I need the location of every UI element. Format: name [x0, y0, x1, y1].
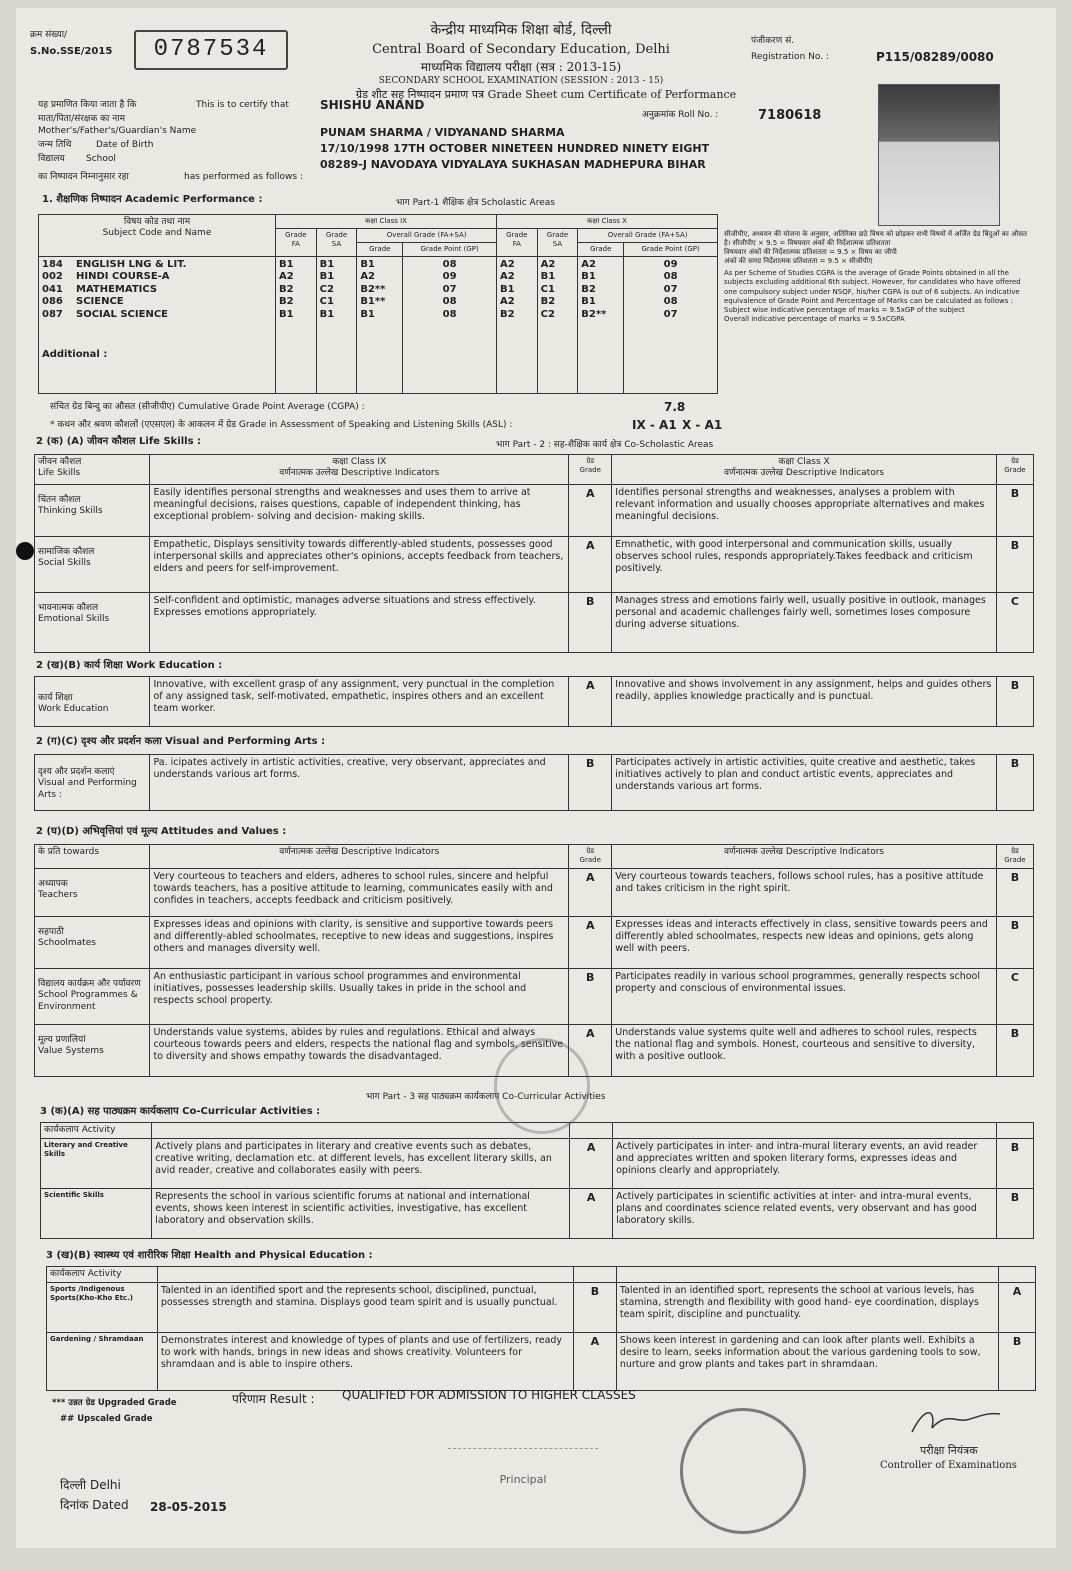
life-skills-heading: 2 (क) (A) जीवन कौशल Life Skills :	[36, 436, 202, 447]
grade-cell-gp9: 08	[442, 258, 457, 270]
school-name: 08289-J NAVODAYA VIDYALAYA SUKHASAN MADHEPURA BIHAR	[320, 158, 706, 171]
academic-table	[38, 214, 718, 394]
grade-cell-g10o: B2	[581, 283, 596, 295]
desc10: Participates readily in various school programmes, generally respects school property and conscious of environmental issues.	[612, 969, 997, 1025]
row-label	[35, 917, 150, 969]
grade9: A	[573, 1333, 616, 1391]
desc9: Understands value systems, abides by rules and regulations. Ethical and always courteous towards peers and elders, respects the national flag and symbols, sensitive to diversity and shows empathy towards the disadvantaged.	[150, 1025, 569, 1077]
table-row	[47, 1333, 1036, 1391]
health-table	[46, 1266, 1036, 1391]
subject-code: 184	[42, 258, 63, 270]
life-skills-col: जीवन कौशल Life Skills	[35, 455, 150, 485]
grade-cell-g9fa: A2	[279, 271, 294, 282]
ls-class10-head: कक्षा Class X वर्णनात्मक उल्लेख Descriptive Indicators	[612, 455, 997, 485]
dated-label: दिनांक Dated	[60, 1498, 129, 1512]
grade-cell-g9fa: B1	[279, 258, 294, 270]
grade9: A	[569, 1025, 612, 1077]
sno-hi: क्रम संख्या/	[30, 30, 68, 40]
label-hindi: चिंतन कौशल	[38, 495, 81, 505]
table-row	[41, 1139, 1034, 1189]
subject-row	[42, 271, 272, 284]
roll-number: 7180618	[758, 108, 822, 123]
grade-fa-10: Grade FA	[496, 229, 537, 257]
overall-grade-10: Grade	[578, 242, 624, 256]
grade-sa-10: Grade SA	[537, 229, 578, 257]
grade-cell-g9fa: B2	[279, 296, 294, 307]
dob-en: Date of Birth	[96, 140, 154, 150]
row-label	[35, 1025, 150, 1077]
grade-cell-g10o: B1	[581, 271, 596, 282]
grade10: B	[996, 485, 1033, 537]
subject-code: 002	[42, 271, 63, 282]
class9-header: कक्षा Class IX	[276, 215, 497, 229]
desc9: Empathetic, Displays sensitivity towards differently-abled students, possesses good interpersonal skills and appreciates other's opinions, accepts feedback from teachers, elders and peers for self-improvement.	[150, 537, 569, 593]
grade-cell-g9o: B1	[360, 308, 375, 320]
he-blank-g9	[573, 1267, 616, 1283]
notes-hindi-bullet-1: विषयवार अंकों की निर्देशात्मक प्रतिशतता = 9.5 × विषय का जीपी	[724, 248, 897, 257]
arts-desc10: Participates actively in artistic activities, quite creative and aesthetic, takes initiatives actively to plan and conduct artistic events, appreciates and understands various art forms.	[612, 755, 997, 811]
grade-cell-g10o: B1	[581, 296, 596, 307]
col-gp9	[403, 256, 497, 394]
grade10: B	[996, 537, 1033, 593]
issue-date: 28-05-2015	[150, 1500, 227, 1514]
grade-point-10: Grade Point (GP)	[624, 242, 718, 256]
desc10: Manages stress and emotions fairly well, usually positive in outlook, manages personal and academic challenges fairly well, sometimes loses composure during adverse situations.	[612, 593, 997, 653]
additional-label: Additional :	[42, 349, 108, 360]
desc9: Talented in an identified sport and the represents school, disciplined, punctual, possesses strength and stamina. Displays good team spirit and is usually punctual.	[157, 1283, 573, 1333]
asl-class10: X - A1	[682, 418, 723, 432]
asl-class9: IX - A1	[632, 418, 677, 432]
sno-label: S.No.SSE/2015	[30, 46, 113, 57]
grade-cell-g9sa: B1	[319, 258, 335, 270]
grade-cell-g10o: A2	[581, 258, 596, 270]
grade10: B	[996, 917, 1033, 969]
grade-cell-g10sa: C1	[540, 283, 555, 295]
grade9: A	[570, 1189, 613, 1239]
serial-number: 0787534	[134, 30, 288, 70]
cc-blank10	[613, 1123, 997, 1139]
he-blank-g10	[999, 1267, 1036, 1283]
grade-sa-9: Grade SA	[316, 229, 357, 257]
board-english: Central Board of Secondary Education, Delhi	[372, 42, 670, 57]
grade10: C	[996, 593, 1033, 653]
at-desc10-head: वर्णनात्मक उल्लेख Descriptive Indicators	[612, 845, 997, 869]
grade9: B	[573, 1283, 616, 1333]
grade-cell-g9o: B2**	[360, 283, 386, 295]
subject-code: 087	[42, 308, 63, 320]
label-hindi: अध्यापक	[38, 879, 68, 889]
work-edu-label: कार्य शिक्षा Work Education	[35, 677, 150, 727]
cc-blank-g9	[570, 1123, 613, 1139]
performed-en: has performed as follows :	[184, 172, 304, 182]
subject-code: 086	[42, 296, 63, 307]
grade-cell-g10sa: B2	[540, 296, 556, 307]
table-row	[35, 969, 1034, 1025]
desc9: Expresses ideas and opinions with clarity, is sensitive and supportive towards peers and differently-abled schoolmates, receptive to new ideas and suggestions, inspires others and manages diversity well.	[150, 917, 569, 969]
registration-number: P115/08289/0080	[876, 50, 994, 64]
overall-9: Overall Grade (FA+SA)	[357, 229, 497, 243]
label-english: Social Skills	[38, 558, 91, 569]
arts-desc9: Pa. icipates actively in artistic activities, creative, very observant, appreciates and understands various art forms.	[150, 755, 569, 811]
col-gp10	[624, 256, 718, 394]
grade-cell-g10sa: A2	[540, 258, 556, 270]
grade-cell-gp9: 08	[442, 296, 457, 307]
desc10: Actively participates in scientific activities at inter- and intra-mural events, plans and coordinates science related events, very observant and has good laboratory skills.	[613, 1189, 997, 1239]
cc-activity-head: कार्यकलाप Activity	[41, 1123, 152, 1139]
cgpa-label: संचित ग्रेड बिन्दु का औसत (सीजीपीए) Cumulative Grade Point Average (CGPA) :	[50, 402, 365, 412]
desc10: Understands value systems quite well and adheres to school rules, respects the national flag and symbols. Honest, courteous and sensitive to diversity, with a positive outlook.	[612, 1025, 997, 1077]
col-g10o	[578, 256, 624, 394]
desc9: Very courteous to teachers and elders, adheres to school rules, sincere and helpful towards teachers, has a positive attitude to learning, communicates easily with and confides in teachers, accepts feedback and criticism positively.	[150, 869, 569, 917]
work-edu-heading: 2 (ख)(B) कार्य शिक्षा Work Education :	[36, 660, 223, 671]
desc9: Easily identifies personal strengths and weaknesses and uses them to arrive at meaningful decisions, raises questions, capable of independent thinking, has exceptional problem- solving and decision- making skills.	[150, 485, 569, 537]
exam-english: SECONDARY SCHOOL EXAMINATION (SESSION : 2013 - 15)	[378, 76, 664, 86]
grade-cell-gp10: 07	[663, 283, 678, 295]
student-photo	[878, 84, 1000, 226]
at-desc9-head: वर्णनात्मक उल्लेख Descriptive Indicators	[150, 845, 569, 869]
controller-signature	[906, 1400, 1006, 1440]
label-english: Schoolmates	[38, 938, 96, 949]
upscaled-note: ## Upscaled Grade	[60, 1414, 153, 1424]
row-label: Gardening / Shramdaan	[47, 1333, 158, 1391]
table-row	[35, 917, 1034, 969]
health-heading: 3 (ख)(B) स्वास्थ्य एवं शारीरिक शिक्षा Health and Physical Education :	[46, 1250, 373, 1261]
desc9: An enthusiastic participant in various school programmes and environmental initiatives, possesses leadership skills. Usually takes in pride in the school and respects school property.	[150, 969, 569, 1025]
subject-code: 041	[42, 283, 63, 295]
grade10: B	[996, 1025, 1033, 1077]
he-activity-head: कार्यकलाप Activity	[47, 1267, 158, 1283]
grade-cell-g10fa: A2	[499, 258, 515, 270]
work-edu-table	[34, 676, 1034, 727]
row-label: Scientific Skills	[41, 1189, 152, 1239]
grade-cell-g9fa: B2	[279, 283, 294, 295]
desc10: Emnathetic, with good interpersonal and communication skills, usually observes school rules, responds appropriately.Takes feedback and criticism positively.	[612, 537, 997, 593]
result-value: QUALIFIED FOR ADMISSION TO HIGHER CLASSES	[342, 1388, 636, 1402]
school-stamp	[680, 1408, 806, 1534]
grade-cell-gp10: 09	[663, 258, 678, 270]
table-row	[47, 1283, 1036, 1333]
class10-header: कक्षा Class X	[496, 215, 717, 229]
school-en: School	[86, 154, 116, 164]
subject-name: HINDI COURSE-A	[76, 271, 170, 282]
sheet-title: ग्रेड शीट सह निष्पादन प्रमाण पत्र Grade Sheet cum Certificate of Performance	[355, 88, 737, 101]
board-stamp	[494, 1038, 590, 1134]
result-label: परिणाम Result :	[232, 1392, 315, 1406]
grade-cell-g9sa: C2	[319, 283, 334, 295]
desc10: Very courteous towards teachers, follows school rules, has a positive attitude and takes criticism in the right spirit.	[612, 869, 997, 917]
notes-english-bullet-2: Overall indicative percentage of marks = 9.5xCGPA	[724, 314, 905, 323]
cgpa-notes	[724, 230, 1034, 324]
grade-cell-g10fa: A2	[499, 296, 515, 307]
controller-hi: परीक्षा नियंत्रक	[920, 1444, 978, 1457]
grade-cell-g9fa: B1	[279, 308, 294, 320]
grade-cell-gp10: 08	[663, 296, 678, 307]
row-label: Sports /Indigenous Sports(Kho-Kho Etc.)	[47, 1283, 158, 1333]
parents-hi: माता/पिता/संरक्षक का नाम	[38, 114, 125, 124]
co-scholastic-part: भाग Part - 2 : सह-शैक्षिक कार्य क्षेत्र Co-Scholastic Areas	[496, 440, 714, 450]
parents-name: PUNAM SHARMA / VIDYANAND SHARMA	[320, 126, 565, 139]
table-row	[35, 485, 1034, 537]
performed-hi: का निष्पादन निम्नानुसार रहा	[38, 172, 129, 182]
grade-cell-g9o: A2	[360, 271, 376, 282]
at-grade10-head: ग्रेड Grade	[996, 845, 1033, 869]
grade-cell-gp10: 07	[663, 308, 678, 320]
grade10: B	[999, 1333, 1036, 1391]
grade9: A	[569, 537, 612, 593]
work-edu-grade10: B	[996, 677, 1033, 727]
desc9: Self-confident and optimistic, manages adverse situations and stress effectively. Expresses emotions appropriately.	[150, 593, 569, 653]
dob-hi: जन्म तिथि	[38, 140, 72, 150]
work-edu-desc9: Innovative, with excellent grasp of any assignment, very punctual in the completion of any assigned task, self-motivated, empathetic, inspires others and an excellent team worker.	[150, 677, 569, 727]
grade-cell-g10sa: B1	[540, 271, 556, 282]
grade10: C	[996, 969, 1033, 1025]
desc10: Identifies personal strengths and weaknesses, analyses a problem with relevant information and usually chooses appropriate alternatives and makes meaningful decisions.	[612, 485, 997, 537]
academic-heading: 1. शैक्षणिक निष्पादन Academic Performance :	[42, 194, 263, 205]
certify-hi: यह प्रमाणित किया जाता है कि	[38, 100, 137, 110]
notes-hindi: सीजीपीए, अध्ययन की योजना के अनुसार, अतिरिक्त छठे विषय को छोड़कर सभी विषयों में अर्जित ग्रेड बिंदुओं का औसत है। सीजीपीए × 9.5 = विषयवार अंकों की निर्देशात्मक प्रतिशतता	[724, 230, 1027, 248]
towards-head: के प्रति towards	[35, 845, 150, 869]
cocurricular-table	[40, 1122, 1034, 1239]
subject-row	[42, 296, 272, 309]
principal-seal	[448, 1448, 598, 1529]
he-blank10	[616, 1267, 998, 1283]
reg-label: Registration No. :	[751, 52, 829, 62]
board-hindi: केन्द्रीय माध्यमिक शिक्षा बोर्ड, दिल्ली	[430, 22, 612, 38]
at-grade9-head: ग्रेड Grade	[569, 845, 612, 869]
grade10: B	[996, 1139, 1033, 1189]
controller-en: Controller of Examinations	[880, 1460, 1017, 1471]
desc10: Talented in an identified sport, represents the school at various levels, has stamina, strength and flexibility with good hand- eye coordination, displays team spirit, discipline and punctuality.	[616, 1283, 998, 1333]
overall-grade-9: Grade	[357, 242, 403, 256]
grade-cell-g9sa: C1	[319, 296, 334, 307]
row-label	[35, 537, 150, 593]
grade-cell-g10fa: A2	[499, 271, 515, 282]
work-edu-desc10: Innovative and shows involvement in any assignment, helps and guides others readily, applies knowledge practically and is punctual.	[612, 677, 997, 727]
row-label: Literary and Creative Skills	[41, 1139, 152, 1189]
label-english: Teachers	[38, 890, 78, 901]
label-hindi: सामाजिक कौशल	[38, 547, 95, 557]
subject-name: ENGLISH LNG & LIT.	[76, 258, 187, 270]
desc9: Actively plans and participates in literary and creative events such as debates, creative writing, declamation etc. at different levels, has excellent literary skills, an avid reader, creative and collaborates easily with peers.	[152, 1139, 570, 1189]
grade-fa-9: Grade FA	[276, 229, 317, 257]
grade9: B	[569, 969, 612, 1025]
col-g9fa	[276, 256, 317, 394]
desc10: Shows keen interest in gardening and can look after plants well. Exhibits a desire to learn, seeks information about the various gardening tools to sow, nurture and grow plants and takes part in shramdaan.	[616, 1333, 998, 1391]
col-g10fa	[496, 256, 537, 394]
table-row	[41, 1189, 1034, 1239]
col-g9sa	[316, 256, 357, 394]
he-blank9	[157, 1267, 573, 1283]
life-skills-table	[34, 454, 1034, 653]
ls-class9-head: कक्षा Class IX वर्णनात्मक उल्लेख Descriptive Indicators	[150, 455, 569, 485]
grade-cell-gp9: 07	[442, 283, 457, 295]
arts-grade10: B	[996, 755, 1033, 811]
label-hindi: भावनात्मक कौशल	[38, 603, 99, 613]
grade9: A	[570, 1139, 613, 1189]
grade-cell-gp9: 08	[442, 308, 457, 320]
grade9: A	[569, 485, 612, 537]
grade-point-9: Grade Point (GP)	[403, 242, 497, 256]
punch-hole	[16, 542, 34, 560]
grade-cell-g9sa: B1	[319, 308, 335, 320]
subject-header: विषय कोड तथा नाम Subject Code and Name	[39, 215, 276, 257]
grade10: B	[996, 869, 1033, 917]
certify-en: This is to certify that	[196, 100, 289, 110]
label-hindi: सहपाठी	[38, 927, 64, 937]
desc10: Expresses ideas and interacts effectively in class, sensitive towards peers and differently abled schoolmates, respects new ideas and opinions, gets along well with peers.	[612, 917, 997, 969]
ls-grade9-head: ग्रेड Grade	[569, 455, 612, 485]
grade-cell-gp10: 08	[663, 271, 678, 282]
parents-en: Mother's/Father's/Guardian's Name	[38, 126, 197, 136]
grade9: A	[569, 917, 612, 969]
grade10: B	[996, 1189, 1033, 1239]
grade-cell-g10o: B2**	[581, 308, 607, 320]
col-g10sa	[537, 256, 578, 394]
cgpa-value: 7.8	[664, 400, 686, 414]
desc10: Actively participates in inter- and intra-mural literary events, an avid reader and appreciates written and spoken literary forms, expresses ideas and opinions clearly and appropriately.	[613, 1139, 997, 1189]
grade-sheet	[16, 8, 1056, 1548]
subject-list	[39, 256, 276, 394]
grade9: A	[569, 869, 612, 917]
row-label	[35, 969, 150, 1025]
school-hi: विद्यालय	[38, 154, 65, 164]
grade-cell-gp9: 09	[442, 271, 457, 282]
overall-10: Overall Grade (FA+SA)	[578, 229, 718, 243]
arts-grade9: B	[569, 755, 612, 811]
row-label	[35, 485, 150, 537]
part3-label: भाग Part - 3 सह पाठ्यक्रम कार्यकलाप Co-Curricular Activities	[366, 1092, 606, 1102]
student-name: SHISHU ANAND	[320, 98, 425, 112]
arts-table	[34, 754, 1034, 811]
grade-cell-g10fa: B2	[499, 308, 515, 320]
upgraded-note: *** उन्नत ग्रेड Upgraded Grade	[52, 1398, 177, 1408]
ls-grade10-head: ग्रेड Grade	[996, 455, 1033, 485]
asl-label: * कथन और श्रवण कौशलों (एएसएल) के आकलन में ग्रेड Grade in Assessment of Speaking and Listening Skills (ASL) :	[50, 420, 513, 430]
table-row	[35, 869, 1034, 917]
roll-label: अनुक्रमांक Roll No. :	[642, 110, 719, 120]
notes-english: As per Scheme of Studies CGPA is the average of Grade Points obtained in all the subjects excluding additional 6th subject. However, for candidates who have offered one compulsory subject under NSQF, his/her CGPA is out of 6 subjects. An indicative equivalence of Grade Point and Percentage of Marks can be calculated as follows :	[724, 269, 1021, 305]
notes-hindi-bullet-2: अंकों की समग्र निर्देशात्मक प्रतिशतता = 9.5 × सीजीपीए	[724, 257, 873, 266]
label-english: Value Systems	[38, 1046, 104, 1057]
principal-label: Principal	[499, 1473, 547, 1486]
subject-name: MATHEMATICS	[76, 283, 158, 295]
row-label	[35, 593, 150, 653]
desc9: Demonstrates interest and knowledge of types of plants and use of fertilizers, ready to work with hands, brings in new ideas and shows creativity. Volunteers for shramdaan and is able to inspire others.	[157, 1333, 573, 1391]
subject-row	[42, 259, 272, 272]
label-english: School Programmes & Environment	[38, 990, 138, 1012]
subject-name: SCIENCE	[76, 296, 124, 307]
work-edu-grade9: A	[569, 677, 612, 727]
grade-cell-g9sa: B1	[319, 271, 335, 282]
grade10: A	[999, 1283, 1036, 1333]
label-english: Emotional Skills	[38, 614, 110, 625]
attitudes-heading: 2 (घ)(D) अभिवृत्तियां एवं मूल्य Attitudes and Values :	[36, 826, 287, 837]
cc-blank9	[152, 1123, 570, 1139]
table-row	[35, 593, 1034, 653]
grade-cell-g10sa: C2	[540, 308, 555, 320]
row-label	[35, 869, 150, 917]
grade-cell-g10fa: B1	[499, 283, 515, 295]
subject-name: SOCIAL SCIENCE	[76, 308, 168, 320]
arts-heading: 2 (ग)(C) दृश्य और प्रदर्शन कला Visual and Performing Arts :	[36, 736, 326, 747]
table-row	[35, 537, 1034, 593]
academic-part: भाग Part-1 शैक्षिक क्षेत्र Scholastic Areas	[396, 198, 555, 208]
notes-english-bullet-1: Subject wise indicative percentage of marks = 9.5xGP of the subject	[724, 305, 965, 314]
label-english: Thinking Skills	[38, 506, 103, 517]
subject-row	[42, 284, 272, 297]
exam-hindi: माध्यमिक विद्यालय परीक्षा (सत्र : 2013-15)	[420, 60, 622, 74]
date-of-birth: 17/10/1998 17TH OCTOBER NINETEEN HUNDRED NINETY EIGHT	[320, 142, 710, 155]
label-hindi: विद्यालय कार्यक्रम और पर्यावरण	[38, 979, 141, 989]
label-hindi: मूल्य प्रणालियां	[38, 1035, 86, 1045]
desc9: Represents the school in various scientific forums at national and international events, shows keen interest in scientific activities, investigative, has excellent laboratory and observation skills.	[152, 1189, 570, 1239]
place: दिल्ली Delhi	[60, 1478, 121, 1492]
cc-blank-g10	[996, 1123, 1033, 1139]
grade-cell-g9o: B1	[360, 258, 375, 270]
reg-hi: पंजीकरण सं.	[751, 36, 795, 46]
col-g9o	[357, 256, 403, 394]
cocurricular-heading: 3 (क)(A) सह पाठ्यक्रम कार्यकलाप Co-Curricular Activities :	[40, 1106, 321, 1117]
grade-cell-g9o: B1**	[360, 296, 386, 307]
arts-label: दृश्य और प्रदर्शन कलाएं Visual and Performing Arts :	[35, 755, 150, 811]
subject-row	[42, 309, 272, 322]
grade9: B	[569, 593, 612, 653]
